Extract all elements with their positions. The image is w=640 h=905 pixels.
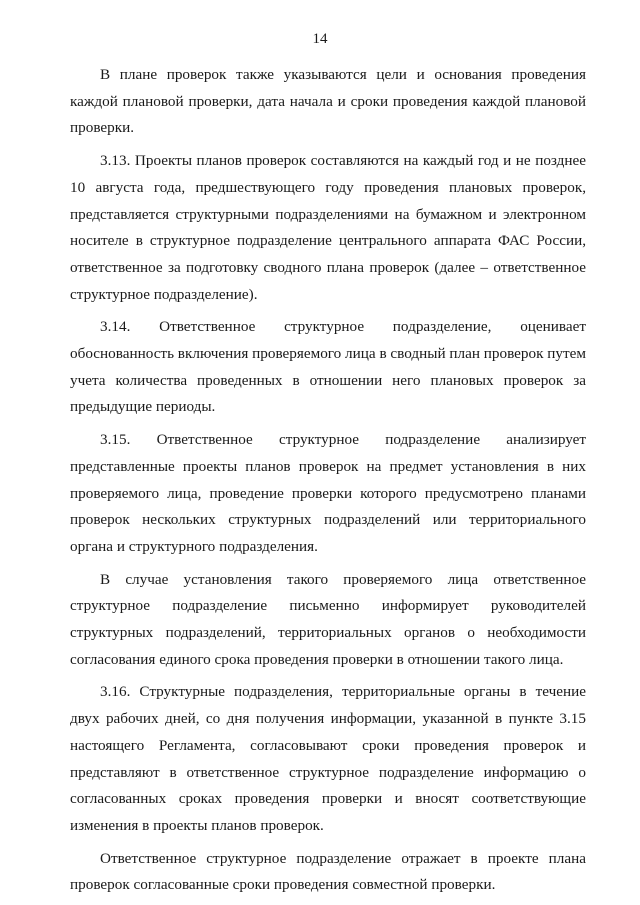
page-number: 14	[312, 31, 328, 47]
paragraph-3-13: 3.13. Проекты планов проверок составляются на каждый год и не позднее 10 августа года, предшествующего году проведения плановых проверок, представляется структурными подразделениями на бумажном и электронном носителе в структурное подразделение центрального аппарата ФАС России, ответственное за подготовку сводного плана проверок (далее – ответственное структурное подразделение).	[70, 152, 586, 303]
paragraph-3-15: 3.15. Ответственное структурное подразделение анализирует представленные проекты планов проверок на предмет установления в них проверяемого лица, проведение проверки которого предусмотрено планами проверок нескольких структурных подразделений или территориального органа и структурного подразделения.	[70, 431, 586, 555]
paragraph-joint-inspection: Ответственное структурное подразделение отражает в проекте плана проверок согласованные сроки проведения совместной проверки.	[70, 849, 586, 894]
paragraph-3-16: 3.16. Структурные подразделения, территориальные органы в течение двух рабочих дней, со дня получения информации, указанной в пункте 3.15 настоящего Регламента, согласовывают сроки проведения проверок и представляют в ответственное структурное подразделение информацию о согласованных сроках проведения проверки и вносят соответствующие изменения в проекты планов проверок.	[70, 683, 586, 834]
paragraph-plan-contents: В плане проверок также указываются цели и основания проведения каждой плановой проверки, дата начала и сроки проведения каждой плановой проверки.	[70, 66, 586, 137]
document-body	[70, 62, 586, 899]
paragraph-notification: В случае установления такого проверяемого лица ответственное структурное подразделение письменно информирует руководителей структурных подразделений, территориальных органов о необходимости согласования единого срока проведения проверки в отношении такого лица.	[70, 570, 586, 668]
paragraph-3-14: 3.14. Ответственное структурное подразделение, оценивает обоснованность включения проверяемого лица в сводный план проверок путем учета количества проведенных в отношении него плановых проверок за предыдущие периоды.	[70, 318, 586, 416]
